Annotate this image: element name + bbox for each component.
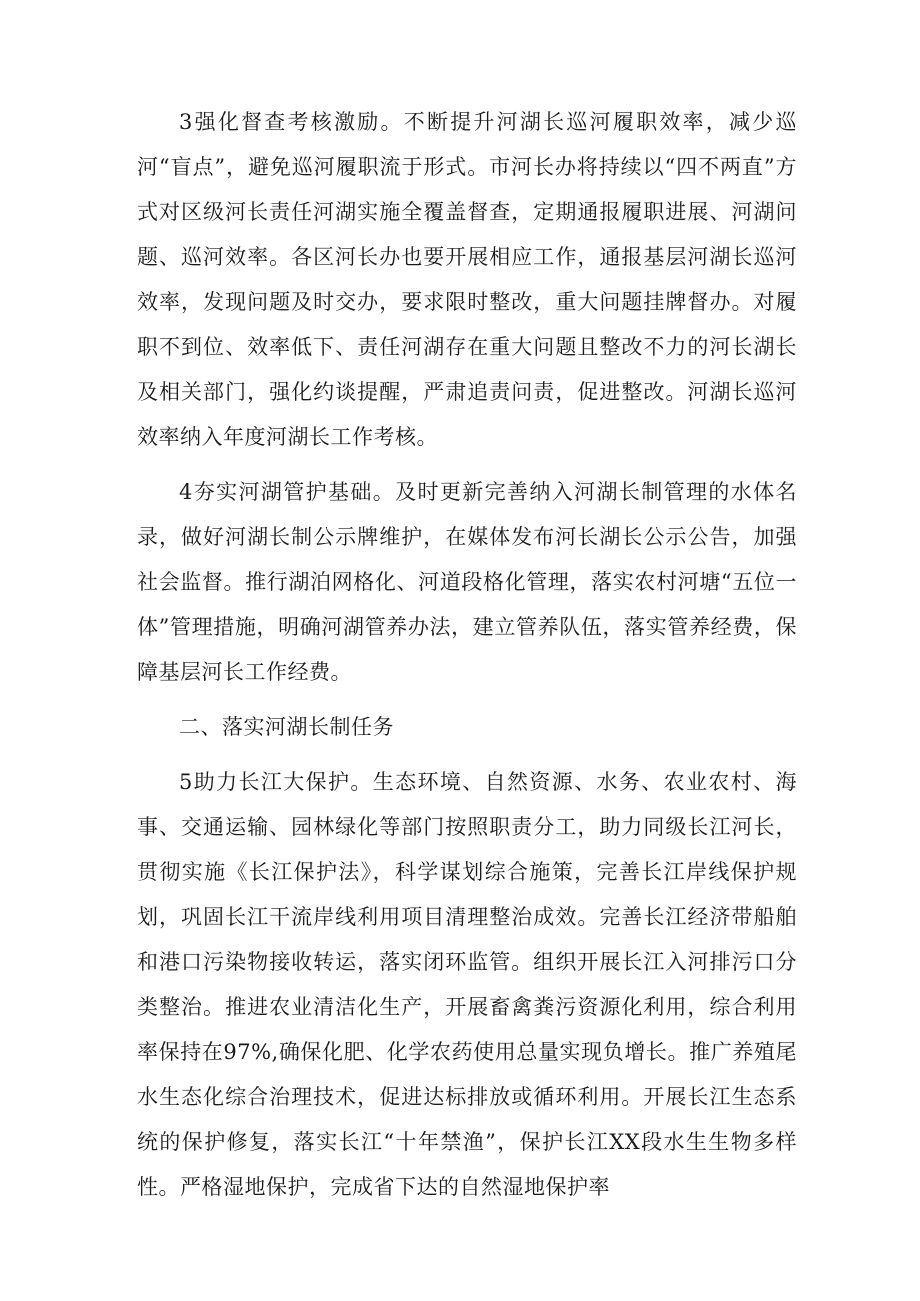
document-body bbox=[137, 100, 797, 1220]
section-heading: 二、落实河湖长制任务 bbox=[179, 715, 394, 739]
paragraph-item-5: 5助力长江大保护。生态环境、自然资源、水务、农业农村、海事、交通运输、园林绿化等部门按照职责分工，助力同级长江河长，贯彻实施《长江保护法》，科学谋划综合施策，完善长江岸线保护规划，巩固长江干流岸线利用项目清理整治成效。完善长江经济带船舶和港口污染物接收转运，落实闭环监管。组织开展长江入河排污口分类整治。推进农业清洁化生产，开展畜禽粪污资源化利用，综合利用率保持在97%,确保化肥、化学农药使用总量实现负增长。推广养殖尾水生态化综合治理技术，促进达标排放或循环利用。开展长江生态系统的保护修复，落实长江“十年禁渔”，保护长江XX段水生生物多样性。严格湿地保护，完成省下达的自然湿地保护率 bbox=[137, 770, 797, 1199]
paragraph-item-3: 3强化督查考核激励。不断提升河湖长巡河履职效率，减少巡河“盲点”，避免巡河履职流于形式。市河长办将持续以“四不两直”方式对区级河长责任河湖实施全覆盖督查，定期通报履职进展、河湖问题、巡河效率。各区河长办也要开展相应工作，通报基层河湖长巡河效率，发现问题及时交办，要求限时整改，重大问题挂牌督办。对履职不到位、效率低下、责任河湖存在重大问题且整改不力的河长湖长及相关部门，强化约谈提醒，严肃追责问责，促进整改。河湖长巡河效率纳入年度河湖长工作考核。 bbox=[137, 110, 797, 449]
paragraph-item-4: 4夯实河湖管护基础。及时更新完善纳入河湖长制管理的水体名录，做好河湖长制公示牌维护，在媒体发布河长湖长公示公告，加强社会监督。推行湖泊网格化、河道段格化管理，落实农村河塘“五位一体”管理措施，明确河湖管养办法，建立管养队伍，落实管养经费，保障基层河长工作经费。 bbox=[137, 480, 797, 684]
